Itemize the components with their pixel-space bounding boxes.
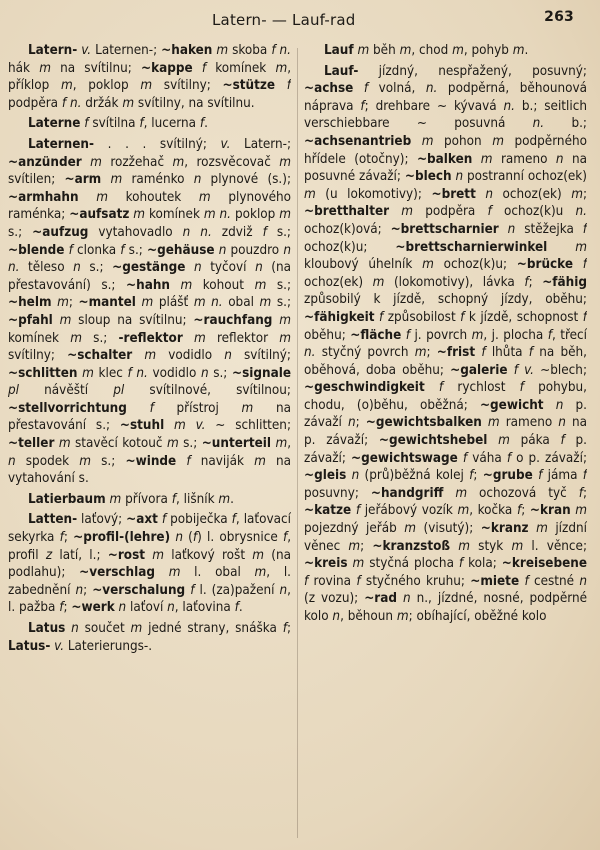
page-header bbox=[0, 8, 600, 34]
entry-latierbaum: Latierbaum m přívora f, lišník m. bbox=[28, 491, 234, 507]
entry-latten: Latten- laťový; ~axt f pobiječka f, laťovací sekyrka f; ~profil-(lehre) n (f) l. obrysnice f, profil z latí, l.; ~rost m laťkový rošt m (na podlahu); ~verschlag m l. obal m, l. zabednění n; ~verschalung f l. (za)pažení n, l. pažba f; ~werk n laťoví n, laťovina f. bbox=[8, 512, 291, 616]
left-column bbox=[8, 42, 291, 842]
entry-laterne: Laterne f svítilna f, lucerna f. bbox=[28, 116, 208, 132]
column-divider bbox=[297, 48, 298, 838]
entry-lauf-compounds: Lauf- jízdný, nespřažený, posuvný; ~achse f volná, n. podpěrná, běhounová náprava f; drehbare ~ kývavá n. b.; seitlich verschiebbare ~ posuvná n. b.; ~achsenantrieb m pohon m podpěrného hřídele (otočny); ~balken m rameno n na posuvné závaží; ~blech n postranní ochoz(ek) m (u lokomotivy); ~brett n ochoz(ek) m; ~bretthalter m podpěra f ochoz(k)u n. ochoz(k)ová; ~brettscharnier n stěžejka f ochoz(k)u; ~brettscharnierwinkel m kloubový úhelník m ochoz(k)u; ~brücke f ochoz(ek) m (lokomotivy), lávka f; ~fähig způsobilý k jízdě, schopný jízdy, oběhu; ~fähigkeit f způsobilost f k jízdě, schopnost f oběhu; ~fläche f j. povrch m, j. plocha f, třecí n. styčný povrch m; ~frist f lhůta f na běh, oběhová, doba oběhu; ~galerie f v. ~blech; ~geschwindigkeit f rychlost f pohybu, chodu, (o)běhu, oběžná; ~gewicht n p. závaží n; ~gewichtsbalken m rameno n na p. závaží; ~gewichtshebel m páka f p. závaží; ~gewichtswage f váha f o p. závaží; ~gleis n (prů)běžná kolej f; ~grube f jáma f posuvny; ~handgriff m ochozová tyč f; ~katze f jeřábový vozík m, kočka f; ~kran m pojezdný jeřáb m (visutý); ~kranz m jízdní věnec m; ~kranzstoß m styk m l. věnce; ~kreis m styčná plocha f kola; ~kreisebene f rovina f styčného kruhu; ~miete f cestné n (z vozu); ~rad n n., jízdné, nosné, podpěrné kolo n, běhoun m; obíhající, oběžné kolo bbox=[304, 63, 587, 624]
entry-latus: Latus n součet m jedné strany, snáška f; Latus- v. Laterierungs-. bbox=[8, 621, 291, 654]
page-number: 263 bbox=[544, 9, 574, 25]
right-column bbox=[304, 42, 587, 842]
entry-latern: Latern- v. Laternen-; ~haken m skoba f n. hák m na svítilnu; ~kappe f komínek m, příklop m, poklop m svítilny; ~stütze f podpěra f n. držák m svítilny, na svítilnu. bbox=[8, 43, 291, 111]
entry-lauf: Lauf m běh m, chod m, pohyb m. bbox=[324, 43, 529, 58]
entry-laternen: Laternen- . . . svítilný; v. Latern-; ~anzünder m rozžehač m, rozsvěcovač m svítilen; ~arm m raménko n plynové (s.); ~armhahn m kohoutek m plynového raménka; ~aufsatz m komínek m n. poklop m s.; ~aufzug vytahovadlo n n. zdviž f s.; ~blende f clonka f s.; ~gehäuse n pouzdro n n. těleso n s.; ~gestänge n tyčoví n (na přestavování) s.; ~hahn m kohout m s.; ~helm m; ~mantel m plášť m n. obal m s.; ~pfahl m sloup na svítilnu; ~rauchfang m komínek m s.; -reflektor m reflektor m svítilny; ~schalter m vodidlo n svítilný; ~schlitten m klec f n. vodidlo n s.; ~signale pl návěští pl svítilnové, svítilnou; ~stellvorrichtung f přístroj m na přestavování s.; ~stuhl m v. ~ schlitten; ~teller m stavěcí kotouč m s.; ~unterteil m, n spodek m s.; ~winde f naviják m na vytahování s. bbox=[8, 136, 291, 487]
running-head: Latern- — Lauf-rad bbox=[212, 11, 356, 29]
